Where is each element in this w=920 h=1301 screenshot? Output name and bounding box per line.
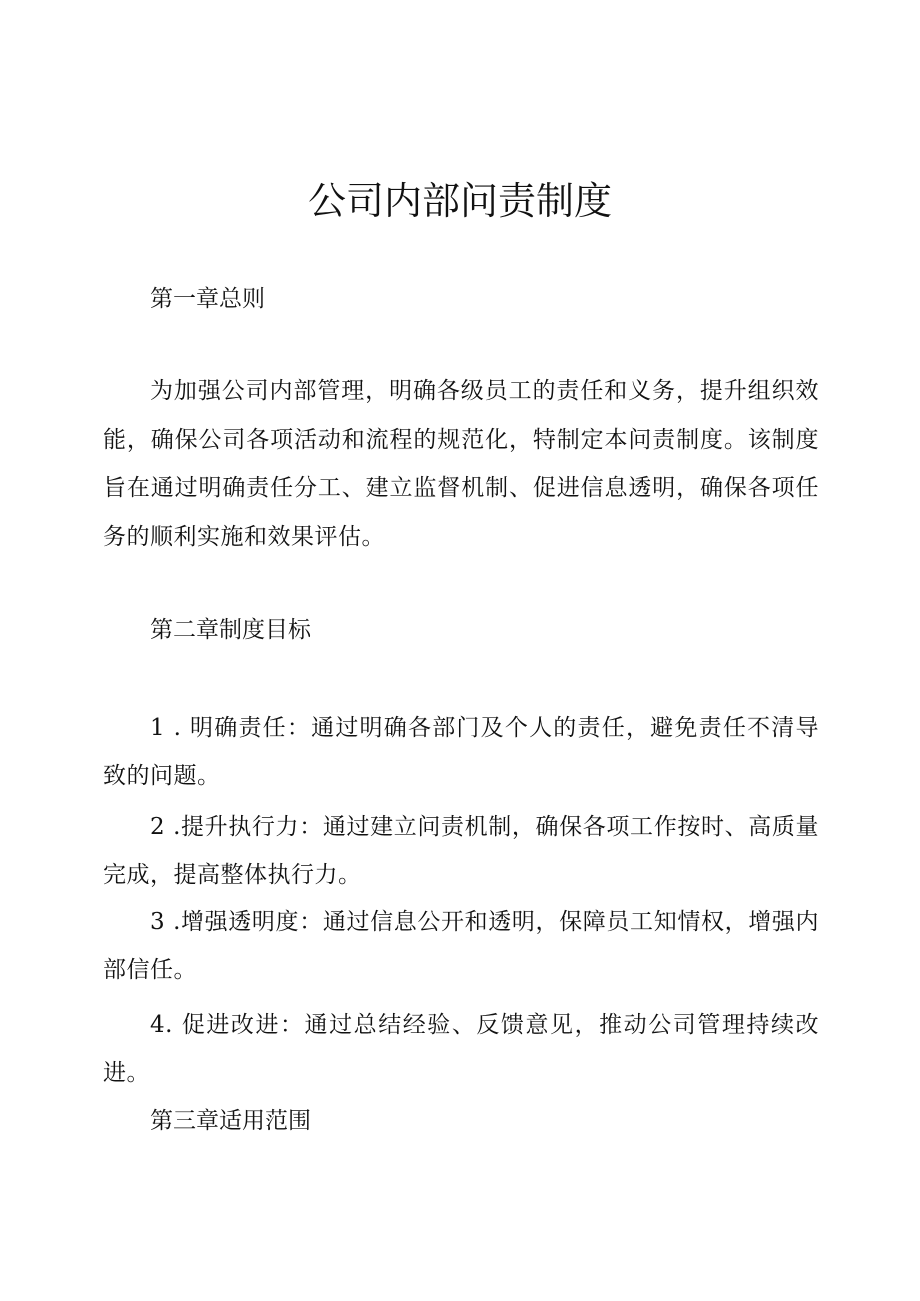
goal-item-number: 4. (150, 1012, 182, 1038)
goal-item-number: 3 . (150, 909, 181, 935)
goal-item-text: 提升执行力：通过建立问责机制，确保各项工作按时、高质量完成，提高整体执行力。 (103, 814, 819, 888)
chapter-1-heading: 第一章总则 (150, 286, 265, 312)
goal-item-text: 增强透明度：通过信息公开和透明，保障员工知情权，增强内部信任。 (103, 909, 819, 983)
goal-item-2 (103, 803, 819, 899)
goal-item-3 (103, 898, 819, 994)
goal-item-1 (103, 704, 819, 800)
chapter-2-heading: 第二章制度目标 (150, 617, 311, 643)
document-title: 公司内部问责制度 (307, 179, 612, 223)
goal-item-number: 2 . (150, 814, 181, 840)
chapter-3-heading: 第三章适用范围 (150, 1108, 311, 1134)
goal-item-text: 促进改进：通过总结经验、反馈意见，推动公司管理持续改进。 (103, 1012, 819, 1086)
chapter-1-paragraph: 为加强公司内部管理，明确各级员工的责任和义务，提升组织效能，确保公司各项活动和流程的规范化，特制定本问责制度。该制度旨在通过明确责任分工、建立监督机制、促进信息透明，确保各项任务的顺利实施和效果评估。 (103, 378, 819, 550)
goal-item-text: 明确责任：通过明确各部门及个人的责任，避免责任不清导致的问题。 (103, 715, 819, 789)
goal-item-number: 1 . (150, 715, 191, 741)
goal-item-4 (103, 1001, 819, 1097)
